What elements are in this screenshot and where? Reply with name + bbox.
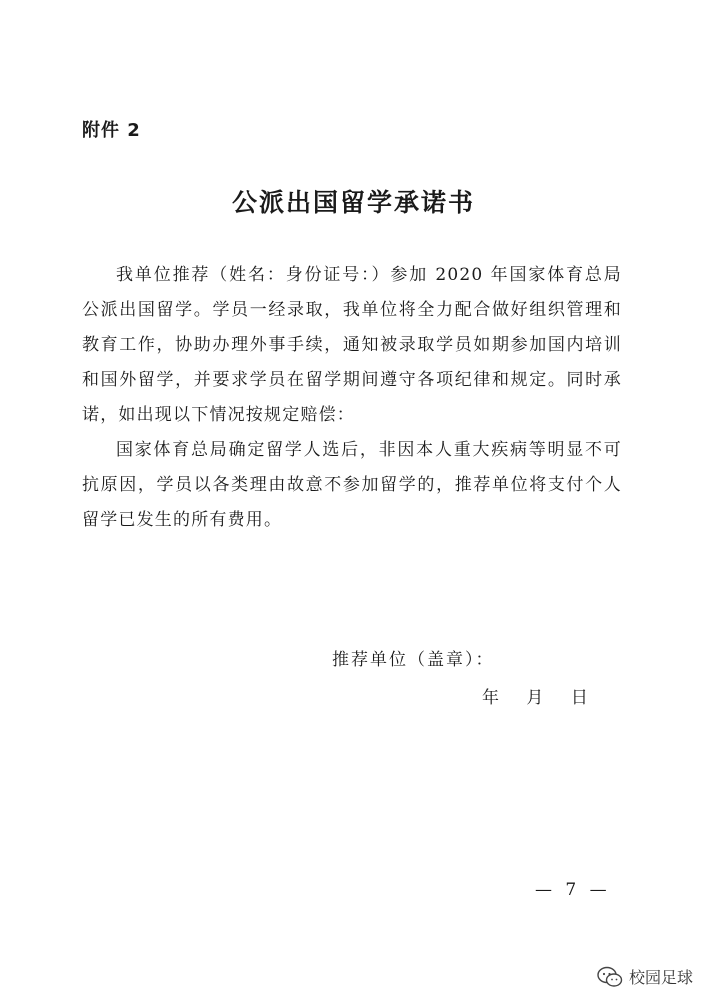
- date-month: 月: [526, 688, 544, 708]
- wechat-icon: [597, 966, 623, 988]
- watermark: [597, 965, 693, 988]
- signature-label: 推荐单位（盖章）：: [332, 650, 495, 670]
- date-year: 年: [482, 688, 499, 708]
- body-paragraph-2: 国家体育总局确定留学人选后，非因本人重大疾病等明显不可抗原因，学员以各类理由故意不参加留学的，推荐单位将支付个人留学已发生的所有费用。: [82, 440, 622, 530]
- signature-date: [482, 683, 610, 708]
- page-number: — 7 —: [535, 880, 611, 900]
- body-paragraph-1: 我单位推荐（姓名：身份证号：）参加 2020 年国家体育总局公派出国留学。学员一经录取，我单位将全力配合做好组织管理和教育工作，协助办理外事手续，通知被录取学员如期参加国内培训和国外留学，并要求学员在留学期间遵守各项纪律和规定。同时承诺，如出现以下情况按规定赔偿：: [82, 265, 622, 425]
- watermark-text: 校园足球: [628, 968, 693, 987]
- document-body: [82, 258, 622, 538]
- attachment-label: 附件 2: [82, 120, 141, 141]
- document-title: 公派出国留学承诺书: [231, 188, 475, 217]
- date-day: 日: [570, 688, 588, 708]
